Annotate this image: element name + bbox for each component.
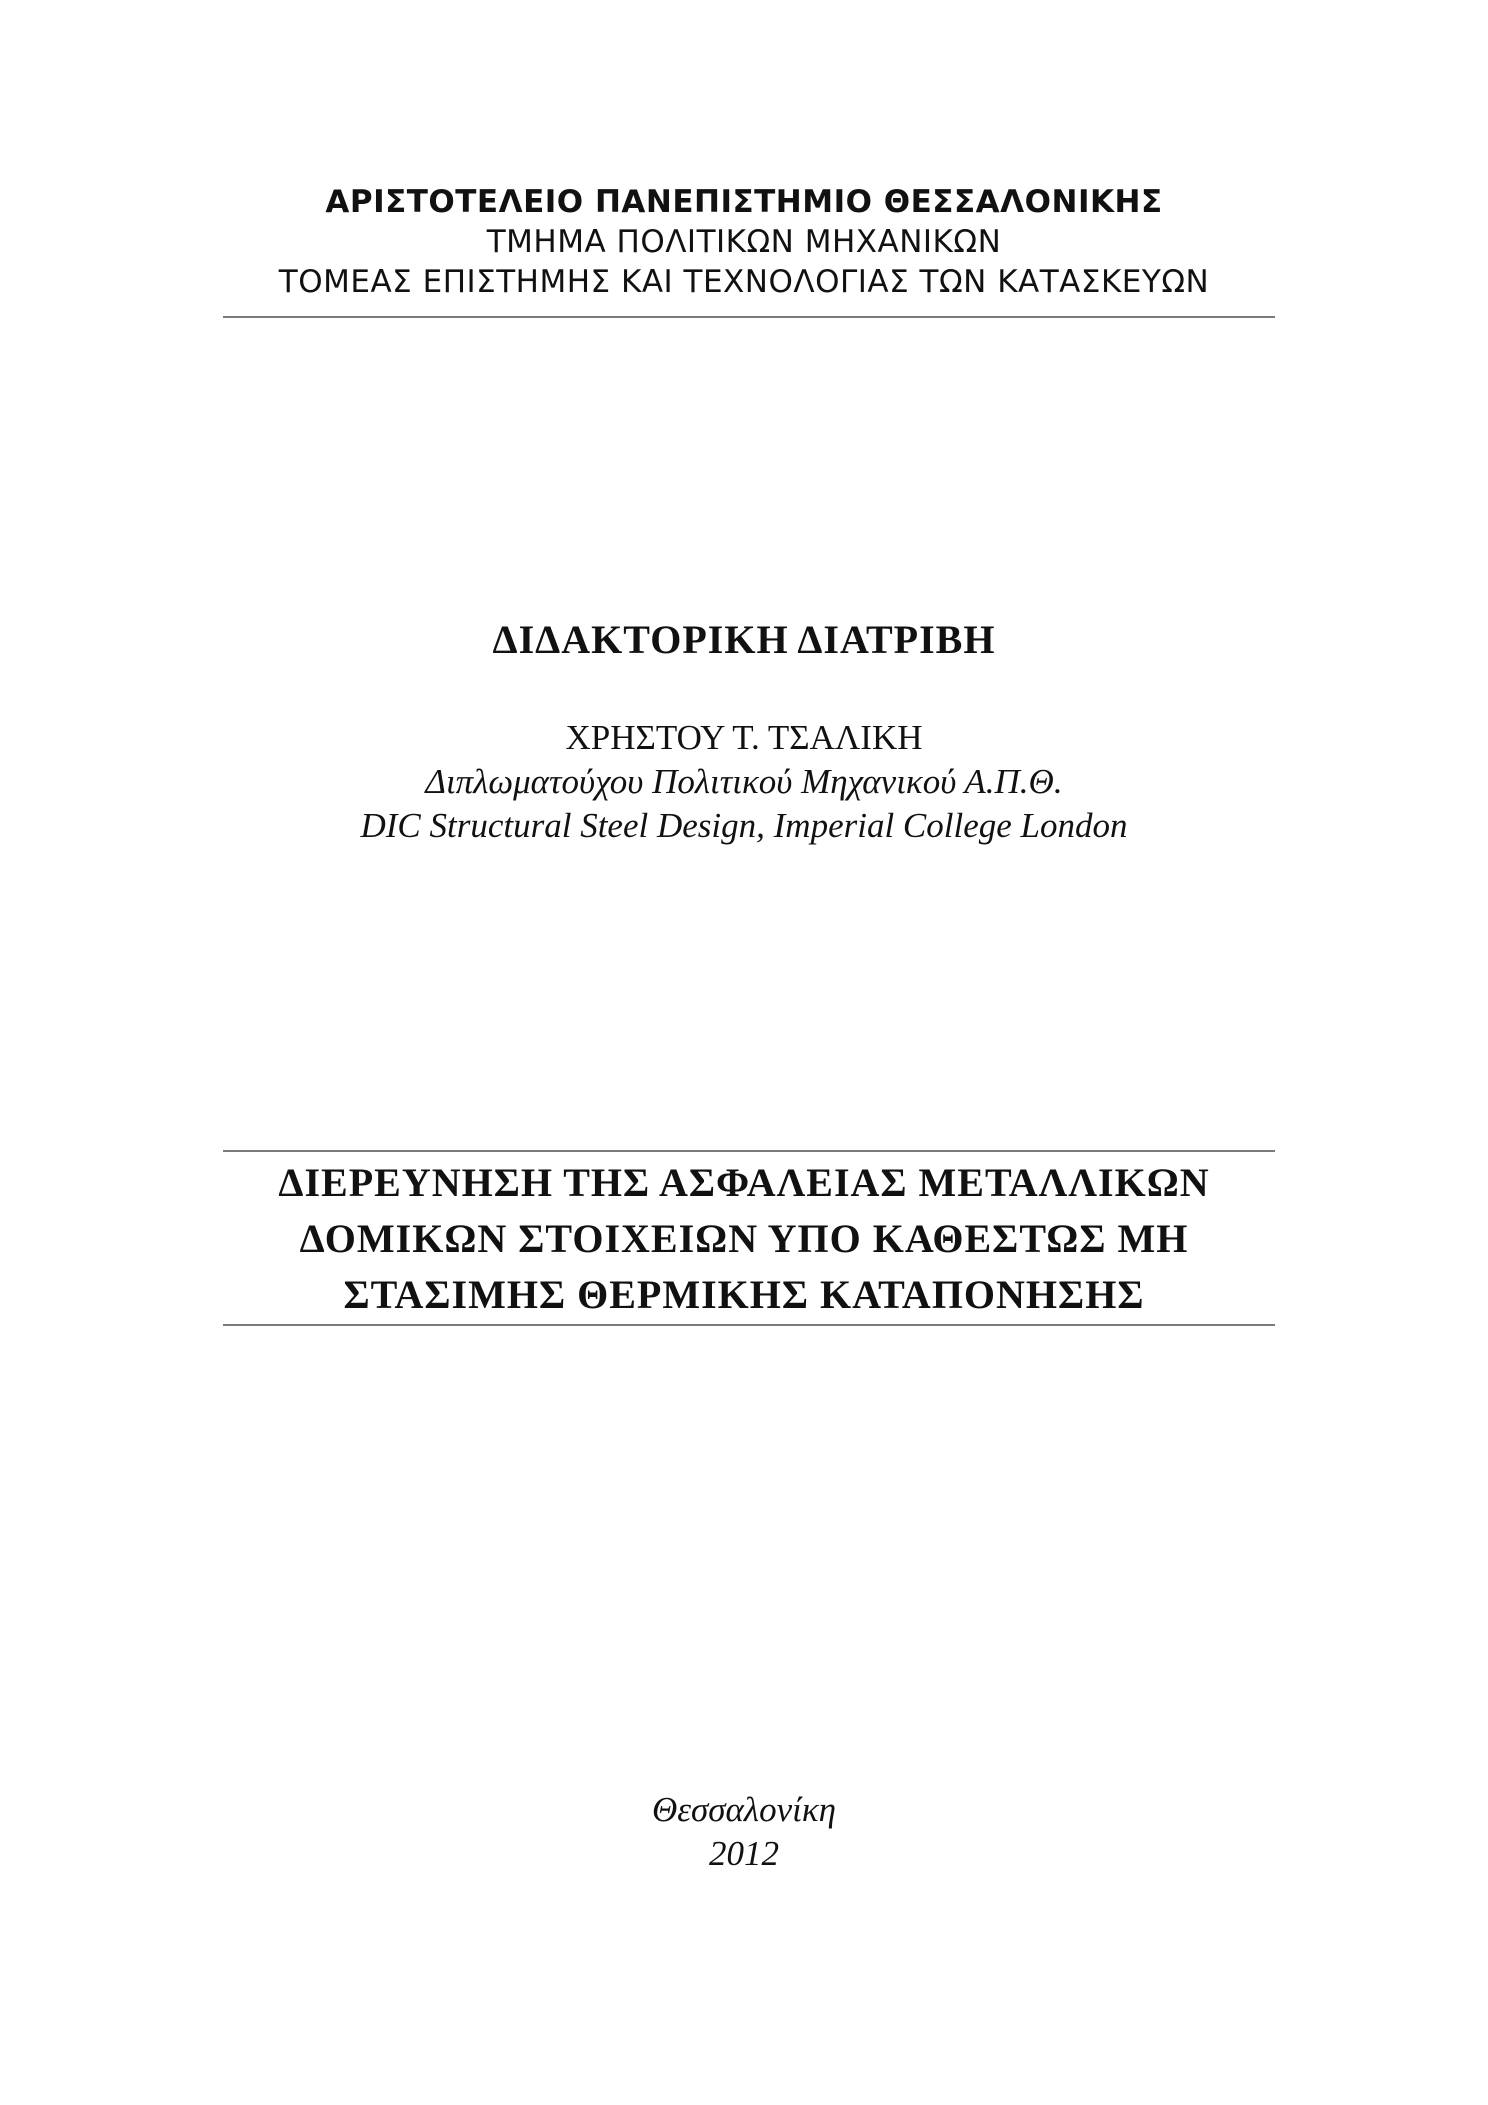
thesis-title xyxy=(0,1155,1488,1323)
header-divider xyxy=(223,316,1275,318)
thesis-title-line: ΔΟΜΙΚΩΝ ΣΤΟΙΧΕΙΩΝ ΥΠΟ ΚΑΘΕΣΤΩΣ ΜΗ xyxy=(299,1216,1189,1261)
document-type-block xyxy=(0,615,1488,665)
publication-year: 2012 xyxy=(709,1834,779,1873)
title-top-divider xyxy=(223,1150,1275,1152)
publication-info xyxy=(0,1788,1488,1876)
author-credential: DIC Structural Steel Design, Imperial College London xyxy=(360,806,1128,845)
thesis-title-line: ΣΤΑΣΙΜΗΣ ΘΕΡΜΙΚΗΣ ΚΑΤΑΠΟΝΗΣΗΣ xyxy=(343,1272,1145,1317)
thesis-title-line: ΔΙΕΡΕΥΝΗΣΗ ΤΗΣ ΑΣΦΑΛΕΙΑΣ ΜΕΤΑΛΛΙΚΩΝ xyxy=(278,1160,1210,1205)
document-type: ΔΙΔΑΚΤΟΡΙΚΗ ΔΙΑΤΡΙΒΗ xyxy=(492,617,996,662)
author-credential: Διπλωματούχου Πολιτικού Μηχανικού Α.Π.Θ. xyxy=(425,762,1063,801)
university-name: ΑΡΙΣΤΟΤΕΛΕΙΟ ΠΑΝΕΠΙΣΤΗΜΙΟ ΘΕΣΣΑΛΟΝΙΚΗΣ xyxy=(325,184,1163,220)
department-name: ΤΜΗΜΑ ΠΟΛΙΤΙΚΩΝ ΜΗΧΑΝΙΚΩΝ xyxy=(486,224,1002,260)
title-bottom-divider xyxy=(223,1324,1275,1326)
author-block xyxy=(0,716,1488,848)
author-name: ΧΡΗΣΤΟΥ Τ. ΤΣΑΛΙΚΗ xyxy=(565,718,923,757)
sector-name: ΤΟΜΕΑΣ ΕΠΙΣΤΗΜΗΣ ΚΑΙ ΤΕΧΝΟΛΟΓΙΑΣ ΤΩΝ ΚΑΤΑΣΚΕΥΩΝ xyxy=(278,264,1210,300)
institution-header xyxy=(0,182,1488,302)
publication-place: Θεσσαλονίκη xyxy=(651,1790,837,1829)
